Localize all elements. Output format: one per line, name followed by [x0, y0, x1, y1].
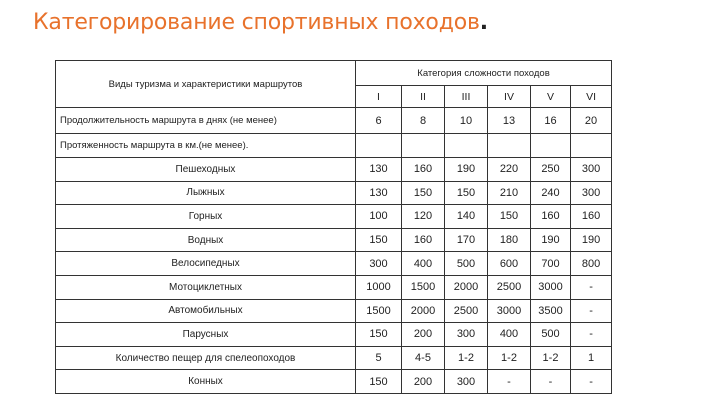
- value-cell: -: [531, 370, 571, 394]
- value-cell: 3500: [531, 299, 571, 323]
- value-cell: 500: [531, 323, 571, 347]
- value-cell: -: [571, 275, 612, 299]
- value-cell: 140: [445, 205, 488, 229]
- value-cell: 800: [571, 252, 612, 276]
- value-cell: 10: [445, 108, 488, 134]
- value-cell: [445, 134, 488, 158]
- value-cell: 150: [356, 323, 402, 347]
- value-cell: 240: [531, 181, 571, 205]
- value-cell: 1000: [356, 275, 402, 299]
- table-row: [56, 158, 612, 182]
- row-label: Пешеходных: [56, 158, 356, 182]
- value-cell: 190: [531, 228, 571, 252]
- value-cell: 190: [445, 158, 488, 182]
- table-row: [56, 228, 612, 252]
- value-cell: 130: [356, 181, 402, 205]
- value-cell: 160: [402, 228, 445, 252]
- value-cell: 600: [488, 252, 531, 276]
- value-cell: 100: [356, 205, 402, 229]
- value-cell: [531, 134, 571, 158]
- row-label: Водных: [56, 228, 356, 252]
- category-cell: I: [356, 86, 402, 108]
- value-cell: 1500: [356, 299, 402, 323]
- value-cell: -: [571, 299, 612, 323]
- value-cell: 700: [531, 252, 571, 276]
- table-row: [56, 205, 612, 229]
- value-cell: 160: [402, 158, 445, 182]
- value-cell: 210: [488, 181, 531, 205]
- table-body: [56, 61, 612, 394]
- value-cell: 300: [571, 181, 612, 205]
- value-cell: 6: [356, 108, 402, 134]
- table-row: [56, 252, 612, 276]
- value-cell: 130: [356, 158, 402, 182]
- value-cell: 1-2: [531, 346, 571, 370]
- value-cell: -: [571, 370, 612, 394]
- value-cell: 300: [356, 252, 402, 276]
- value-cell: [488, 134, 531, 158]
- row-label: Лыжных: [56, 181, 356, 205]
- value-cell: 13: [488, 108, 531, 134]
- table-row: [56, 346, 612, 370]
- value-cell: 150: [445, 181, 488, 205]
- category-cell: IV: [488, 86, 531, 108]
- value-cell: -: [571, 323, 612, 347]
- row-label: Велосипедных: [56, 252, 356, 276]
- value-cell: 150: [402, 181, 445, 205]
- category-cell: III: [445, 86, 488, 108]
- row-label: Автомобильных: [56, 299, 356, 323]
- table-row: [56, 275, 612, 299]
- tourism-categories-table: [55, 60, 612, 394]
- category-cell: II: [402, 86, 445, 108]
- value-cell: 500: [445, 252, 488, 276]
- value-cell: 220: [488, 158, 531, 182]
- value-cell: 160: [531, 205, 571, 229]
- value-cell: 2000: [445, 275, 488, 299]
- value-cell: 5: [356, 346, 402, 370]
- row-label: Парусных: [56, 323, 356, 347]
- value-cell: 300: [445, 323, 488, 347]
- value-cell: 2000: [402, 299, 445, 323]
- value-cell: 2500: [488, 275, 531, 299]
- value-cell: 200: [402, 323, 445, 347]
- table-row: [56, 181, 612, 205]
- value-cell: 1500: [402, 275, 445, 299]
- slide-title: [33, 10, 488, 35]
- value-cell: 400: [402, 252, 445, 276]
- value-cell: 190: [571, 228, 612, 252]
- value-cell: [356, 134, 402, 158]
- value-cell: 170: [445, 228, 488, 252]
- value-cell: 200: [402, 370, 445, 394]
- value-cell: 2500: [445, 299, 488, 323]
- value-cell: 20: [571, 108, 612, 134]
- row-label: Протяженность маршрута в км.(не менее).: [56, 134, 356, 158]
- value-cell: [402, 134, 445, 158]
- header-categories-cell: Категория сложности походов: [356, 61, 612, 86]
- value-cell: 160: [571, 205, 612, 229]
- value-cell: 300: [445, 370, 488, 394]
- value-cell: -: [488, 370, 531, 394]
- value-cell: 150: [356, 370, 402, 394]
- value-cell: 150: [356, 228, 402, 252]
- row-label: Мотоциклетных: [56, 275, 356, 299]
- value-cell: 400: [488, 323, 531, 347]
- row-label: Продолжительность маршрута в днях (не менее): [56, 108, 356, 134]
- row-label: Количество пещер для спелеопоходов: [56, 346, 356, 370]
- value-cell: 1-2: [488, 346, 531, 370]
- table-row: [56, 108, 612, 134]
- value-cell: 8: [402, 108, 445, 134]
- header-row: [56, 61, 612, 86]
- value-cell: 250: [531, 158, 571, 182]
- value-cell: 3000: [488, 299, 531, 323]
- table-row: [56, 370, 612, 394]
- value-cell: [571, 134, 612, 158]
- value-cell: 4-5: [402, 346, 445, 370]
- value-cell: 150: [488, 205, 531, 229]
- table-row: [56, 134, 612, 158]
- slide-title-text: Категорирование спортивных походов: [33, 10, 480, 35]
- table-row: [56, 323, 612, 347]
- value-cell: 180: [488, 228, 531, 252]
- value-cell: 3000: [531, 275, 571, 299]
- category-cell: V: [531, 86, 571, 108]
- value-cell: 120: [402, 205, 445, 229]
- row-label: Горных: [56, 205, 356, 229]
- slide-title-dot: .: [479, 10, 488, 35]
- row-label: Конных: [56, 370, 356, 394]
- value-cell: 300: [571, 158, 612, 182]
- value-cell: 16: [531, 108, 571, 134]
- header-types-cell: Виды туризма и характеристики маршрутов: [56, 61, 356, 108]
- value-cell: 1-2: [445, 346, 488, 370]
- category-cell: VI: [571, 86, 612, 108]
- value-cell: 1: [571, 346, 612, 370]
- table-row: [56, 299, 612, 323]
